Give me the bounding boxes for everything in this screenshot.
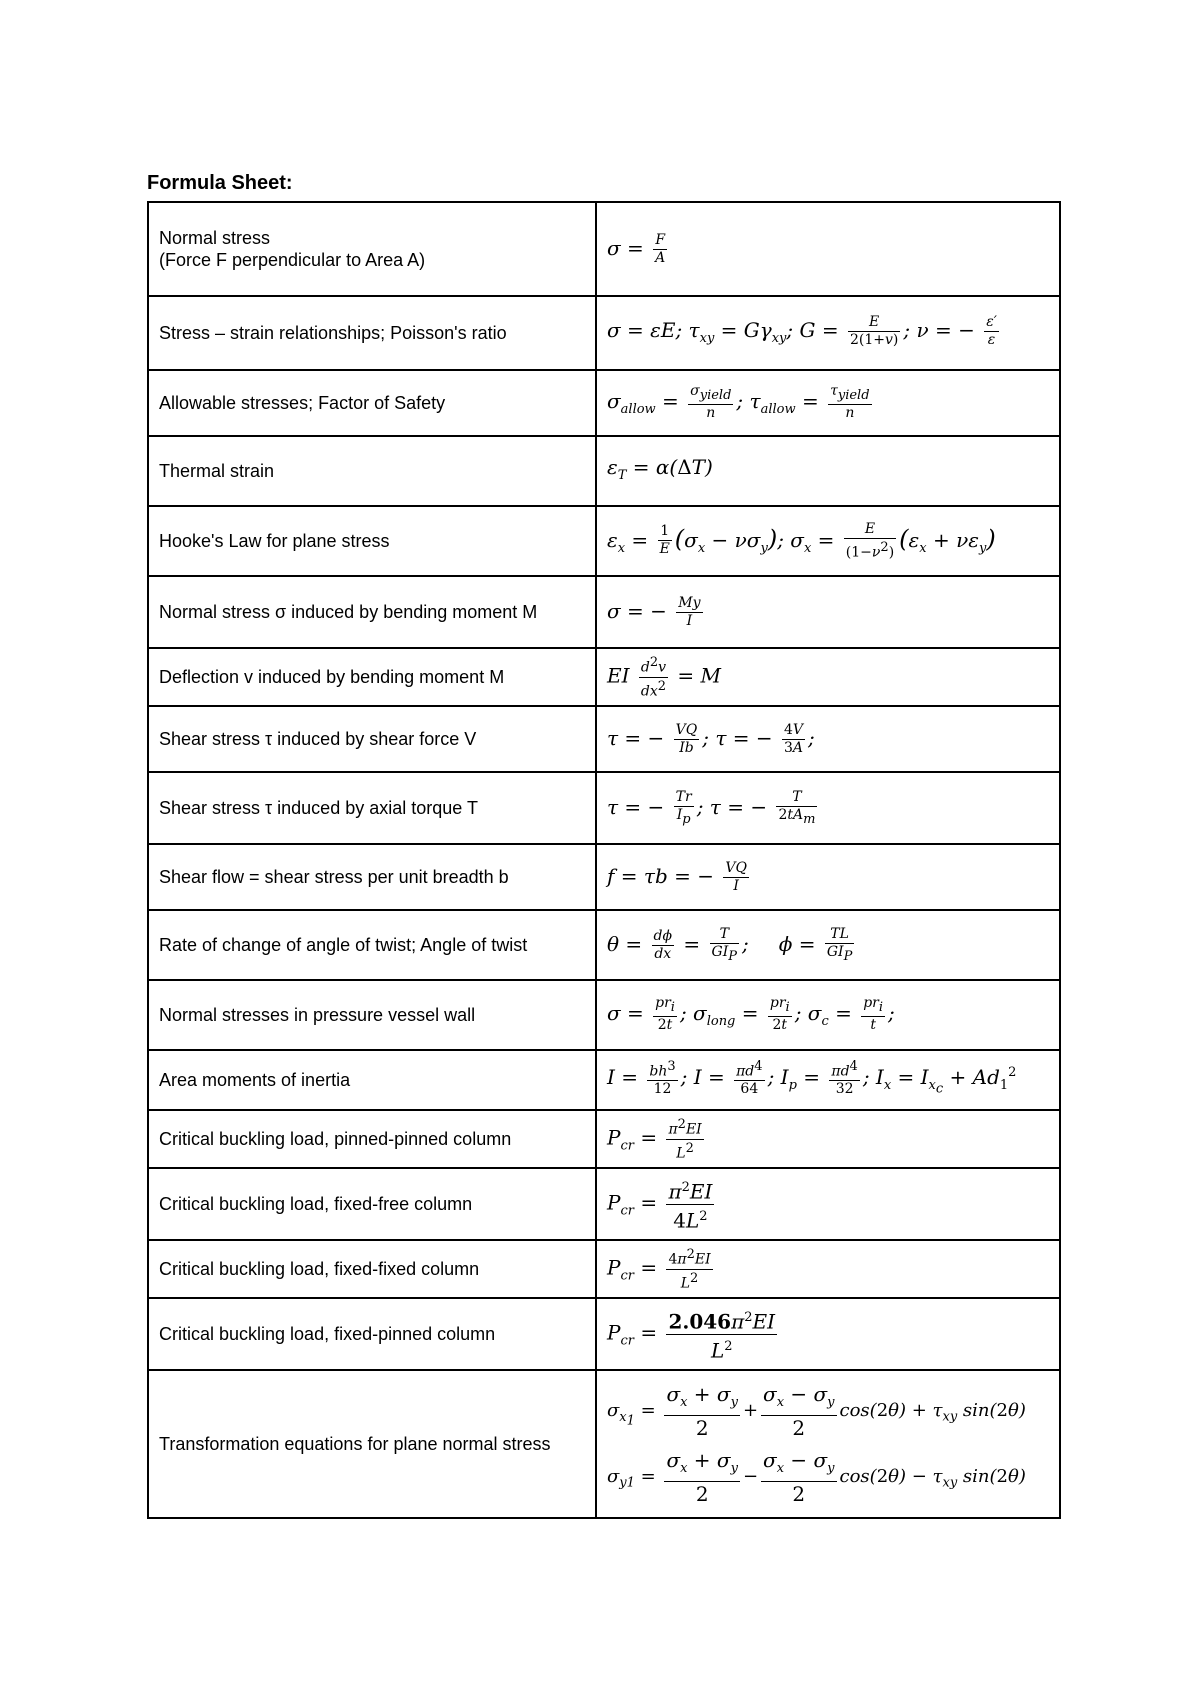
page-title: Formula Sheet: [147,172,293,194]
table-row [148,910,1060,980]
table-row [148,1168,1060,1240]
formula-allowable-stress: $\sigma_{allow}$ = $\sigma_{yield}$ n ; $\tau_{allow}$ = $\tau_{yield}$ n [596,370,1060,436]
formula-shear-flow: f = τb = − $\frac{VQ}{I}$ [596,844,1060,910]
row-description: Critical buckling load, fixed-fixed column [148,1240,596,1298]
formula-hookes-law: $\varepsilon_x$ = $\frac{1}{E}$ $(\sigma_x - \nu\sigma_y)$; $\sigma_x$ = $\frac{E}{(1-\nu^2)}$ $(\varepsilon_x + \nu\varepsilon_y)$ [596,506,1060,576]
formula-shear-force-stress: τ = − $\frac{VQ}{Ib}$ ; τ = − $\frac{4V}{3A}$ ; [596,706,1060,772]
row-description: Critical buckling load, pinned-pinned column [148,1110,596,1168]
row-description: Shear stress τ induced by axial torque T [148,772,596,844]
row-description: Shear flow = shear stress per unit breadth b [148,844,596,910]
row-description: Hooke's Law for plane stress [148,506,596,576]
row-description: Deflection v induced by bending moment M [148,648,596,706]
table-row [148,1240,1060,1298]
row-description: Allowable stresses; Factor of Safety [148,370,596,436]
table-row [148,844,1060,910]
formula-thermal-strain: $\varepsilon_T = \alpha(\Delta T)$ [596,436,1060,506]
formula-buckling-fixed-pinned: $P_{cr}$ = $\frac{2.046\pi^2EI}{L^2}$ [596,1298,1060,1370]
formula-bending-stress: σ = − $\frac{My}{I}$ [596,576,1060,648]
formula-angle-of-twist: θ = $\frac{d\phi}{dx}$ = T $GI_P$ ; ϕ = TL $GI_P$ [596,910,1060,980]
formula-table [147,201,1061,1519]
formula-deflection: EI $\frac{d^2v}{dx^2}$ = M [596,648,1060,706]
table-row [148,980,1060,1050]
row-description: Rate of change of angle of twist; Angle of twist [148,910,596,980]
table-row [148,1370,1060,1518]
table-row [148,202,1060,296]
formula-buckling-fixed-free: $P_{cr}$ = $\frac{\pi^2EI}{4L^2}$ [596,1168,1060,1240]
row-description: Shear stress τ induced by shear force V [148,706,596,772]
table-row [148,1298,1060,1370]
formula-stress-strain: σ = εE; $\tau_{xy} = G\gamma_{xy}$; G = $\frac{E}{2(1+v)}$ ; ν = − $\frac{\varepsilon'}{\varepsilon}$ [596,296,1060,370]
row-description: Area moments of inertia [148,1050,596,1110]
formula-buckling-pinned-pinned: $P_{cr}$ = $\frac{\pi^2EI}{L^2}$ [596,1110,1060,1168]
formula-buckling-fixed-fixed: $P_{cr}$ = $\frac{4\pi^2EI}{L^2}$ [596,1240,1060,1298]
table-row [148,506,1060,576]
table-row [148,296,1060,370]
row-description: Stress – strain relationships; Poisson's ratio [148,296,596,370]
row-description: Normal stress (Force F perpendicular to Area A) [148,202,596,296]
table-row [148,648,1060,706]
row-description: Normal stresses in pressure vessel wall [148,980,596,1050]
formula-normal-stress: σ = $\frac{F}{A}$ [596,202,1060,296]
table-row [148,772,1060,844]
formula-pressure-vessel: σ = $pr_i$ 2t ; $\sigma_{long}$ = $pr_i$ 2t ; $\sigma_c$ = $pr_i$ t ; [596,980,1060,1050]
row-description: Transformation equations for plane normal stress [148,1370,596,1518]
row-description: Normal stress σ induced by bending moment M [148,576,596,648]
row-description: Thermal strain [148,436,596,506]
formula-transformation: $\sigma_{x_1}$ = $\frac{\sigma_x + \sigma_y}{2}$ + $\frac{\sigma_x - \sigma_y}{2}$ $\cos(2\theta) + \tau_{xy}$ sin(2θ) $\sigma_{y1}$ = $\frac{\sigma_x + \sigma_y}{2}$ − $\frac{\sigma_x - \sigma_y}{2}$ $\cos(2\theta) - \tau_{xy}$ sin(2θ) [596,1370,1060,1518]
table-row [148,576,1060,648]
table-row [148,1050,1060,1110]
table-row [148,370,1060,436]
formula-moments-of-inertia: I = $\frac{bh^3}{12}$ ; I = $\frac{\pi d^4}{64}$ ; $I_p$ = $\frac{\pi d^4}{32}$ ; $I_x = I_{x_c} + Ad_1^2$ [596,1050,1060,1110]
table-row [148,436,1060,506]
formula-torque-stress: τ = − $\frac{Tr}{I_p}$ ; τ = − T $2tA_m$ [596,772,1060,844]
table-row [148,1110,1060,1168]
row-description: Critical buckling load, fixed-free column [148,1168,596,1240]
row-description: Critical buckling load, fixed-pinned column [148,1298,596,1370]
table-row [148,706,1060,772]
